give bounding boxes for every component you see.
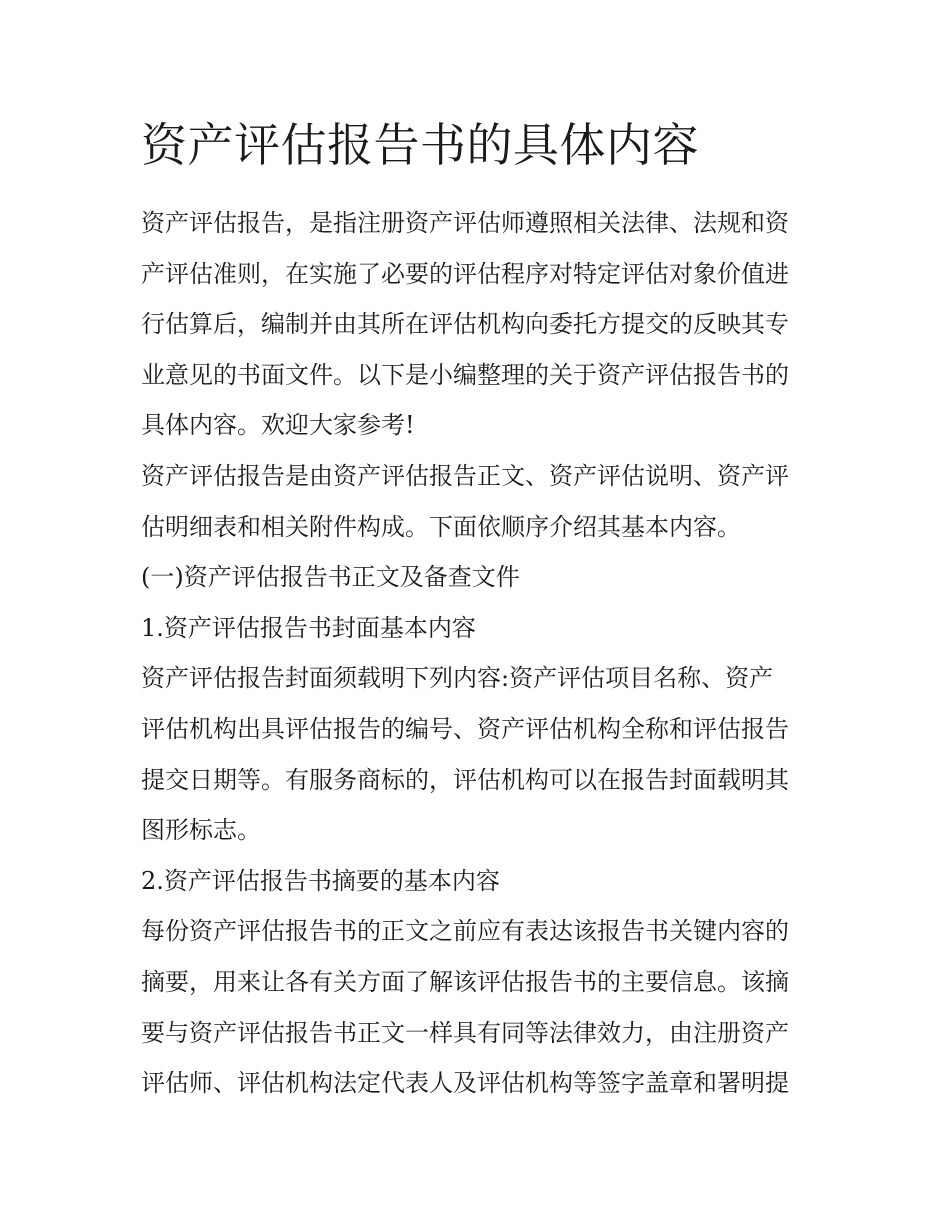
text-line: 资产评估报告是由资产评估报告正文、资产评估说明、资产评: [141, 461, 789, 490]
subsection-heading: 1.资产评估报告书封面基本内容: [141, 613, 476, 642]
subsection-heading: 2.资产评估报告书摘要的基本内容: [141, 866, 500, 895]
text-line: 评估师、评估机构法定代表人及评估机构等签字盖章和署明提: [141, 1069, 789, 1098]
text-line: 估明细表和相关附件构成。下面依顺序介绍其基本内容。: [141, 512, 741, 541]
text-line: 提交日期等。有服务商标的，评估机构可以在报告封面载明其: [141, 765, 789, 794]
text-line: 摘要，用来让各有关方面了解该评估报告书的主要信息。该摘: [141, 967, 789, 996]
text-line: 评估机构出具评估报告的编号、资产评估机构全称和评估报告: [141, 714, 789, 743]
text-line: 业意见的书面文件。以下是小编整理的关于资产评估报告书的: [141, 360, 789, 389]
text-line: 要与资产评估报告书正文一样具有同等法律效力，由注册资产: [141, 1018, 789, 1047]
section-heading: (一)资产评估报告书正文及备查文件: [141, 563, 520, 592]
document-body: [141, 198, 816, 1109]
text-line: 行估算后，编制并由其所在评估机构向委托方提交的反映其专: [141, 310, 789, 339]
text-line: 图形标志。: [141, 816, 261, 845]
text-line: 产评估准则，在实施了必要的评估程序对特定评估对象价值进: [141, 259, 789, 288]
text-line: 资产评估报告，是指注册资产评估师遵照相关法律、法规和资: [141, 209, 789, 237]
page-title: 资产评估报告书的具体内容: [141, 118, 699, 172]
text-line: 具体内容。欢迎大家参考!: [141, 411, 415, 440]
text-line: 资产评估报告封面须载明下列内容:资产评估项目名称、资产: [141, 664, 774, 693]
text-line: 每份资产评估报告书的正文之前应有表达该报告书关键内容的: [141, 917, 789, 946]
